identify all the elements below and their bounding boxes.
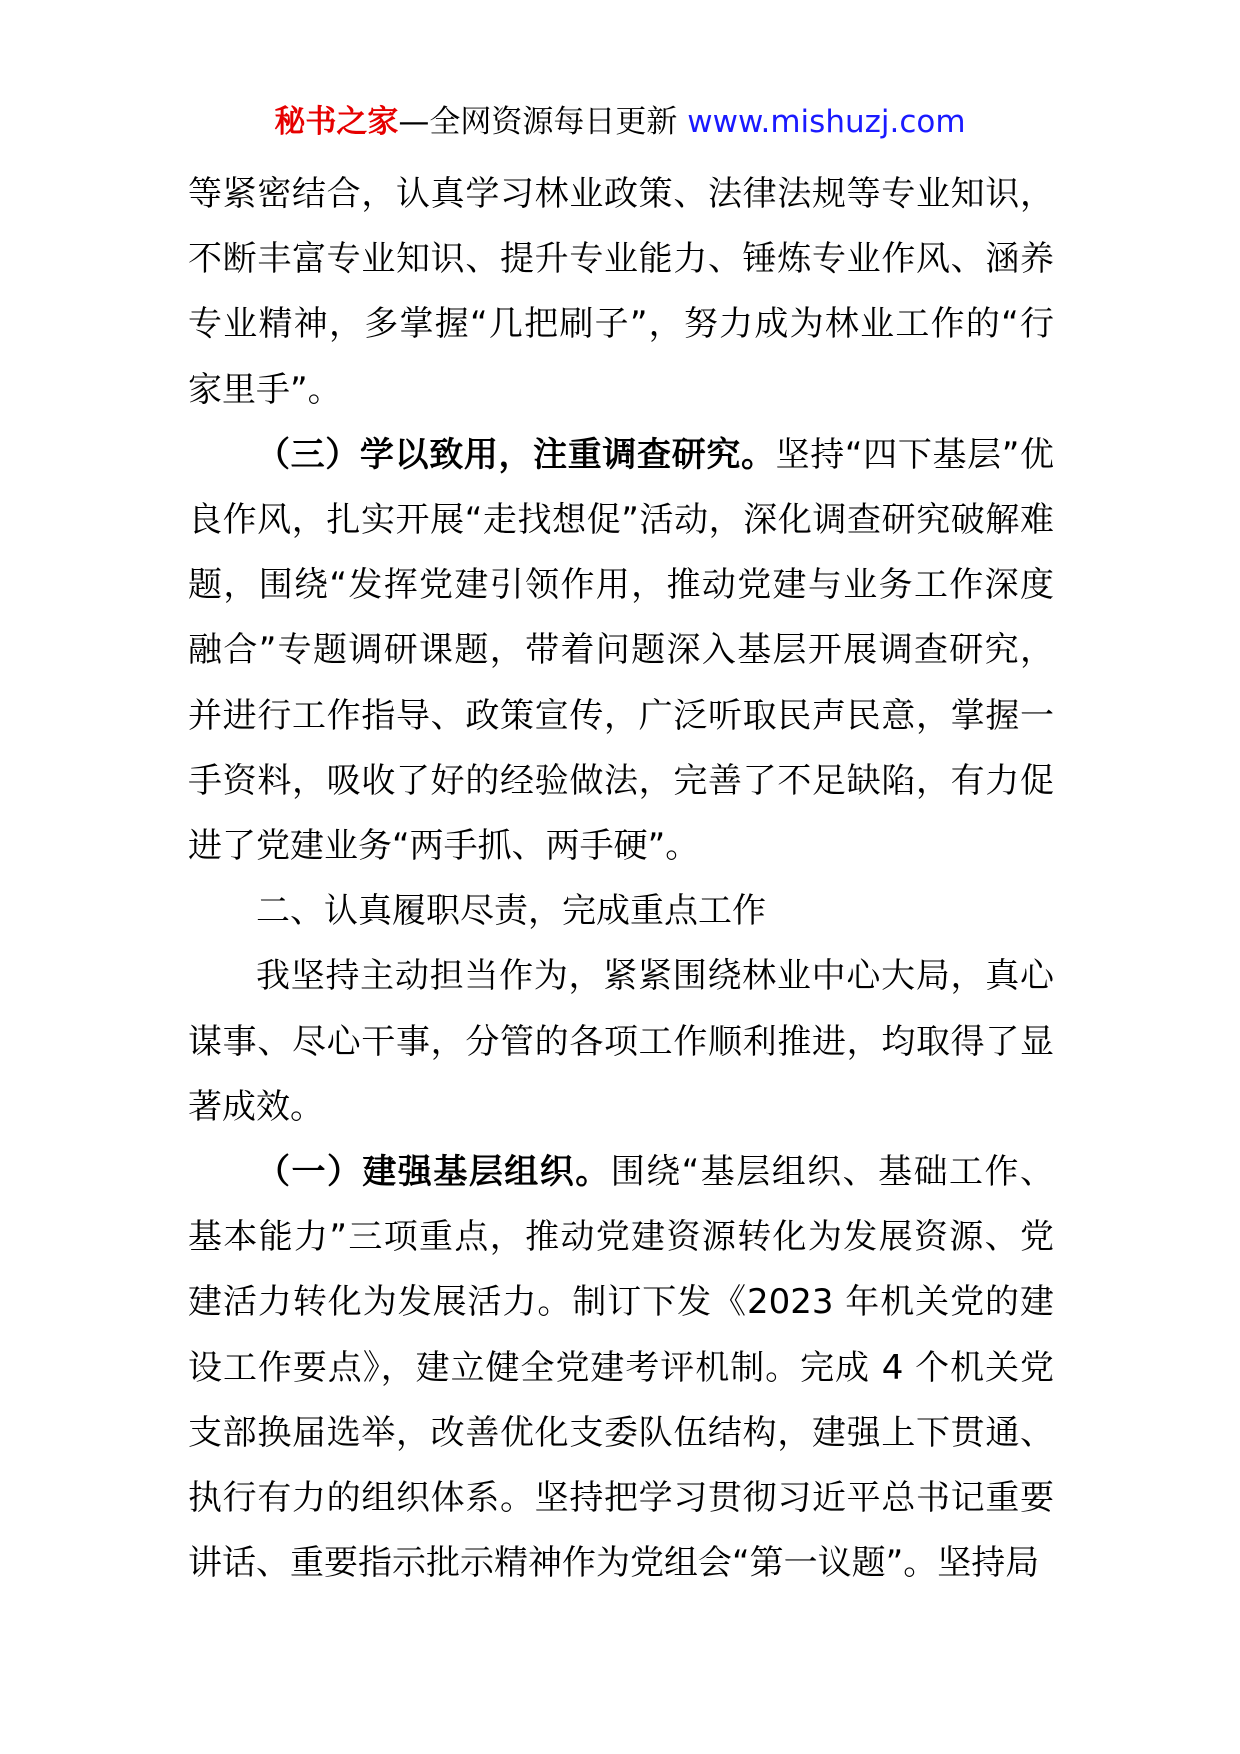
paragraph-organization	[188, 1140, 1054, 1596]
paragraph-research-text: 坚持“四下基层”优良作风，扎实开展“走找想促”活动，深化调查研究破解难题，围绕“发挥党建引领作用，推动党建与业务工作深度融合”专题调研课题，带着问题深入基层开展调查研究，并进行工作指导、政策宣传，广泛听取民声民意，掌握一手资料，吸收了好的经验做法，完善了不足缺陷，有力促进了党建业务“两手抓、两手硬”。	[188, 434, 1055, 867]
paragraph-continuation: 等紧密结合，认真学习林业政策、法律法规等专业知识，不断丰富专业知识、提升专业能力、锤炼专业作风、涵养专业精神，多掌握“几把刷子”，努力成为林业工作的“行家里手”。	[188, 174, 1054, 410]
header-slogan: —全网资源每日更新	[398, 104, 678, 140]
paragraph-research-heading: （三）学以致用，注重调查研究。	[256, 434, 776, 475]
document-body	[188, 162, 1054, 1596]
paragraph-research	[188, 423, 1054, 879]
brand-name: 秘书之家	[274, 104, 399, 140]
section-two-title: 二、认真履职尽责，完成重点工作	[256, 891, 766, 932]
paragraph-organization-heading: （一）建强基层组织。	[256, 1152, 611, 1193]
paragraph-summary: 我坚持主动担当作为，紧紧围绕林业中心大局，真心谋事、尽心干事，分管的各项工作顺利推进，均取得了显著成效。	[188, 956, 1054, 1127]
site-url-link[interactable]: www.mishuzj.com	[687, 104, 966, 140]
site-header	[0, 100, 1240, 144]
paragraph-organization-text: 围绕“基层组织、基础工作、基本能力”三项重点，推动党建资源转化为发展资源、党建活力转化为发展活力。制订下发《2023 年机关党的建设工作要点》，建立健全党建考评机制。完成 4 个机关党支部换届选举，改善优化支委队伍结构，建强上下贯通、执行有力的组织体系。坚持把学习贯彻习近平总书记重要讲话、重要指示批示精神作为党组会“第一议题”。坚持局	[188, 1152, 1054, 1584]
